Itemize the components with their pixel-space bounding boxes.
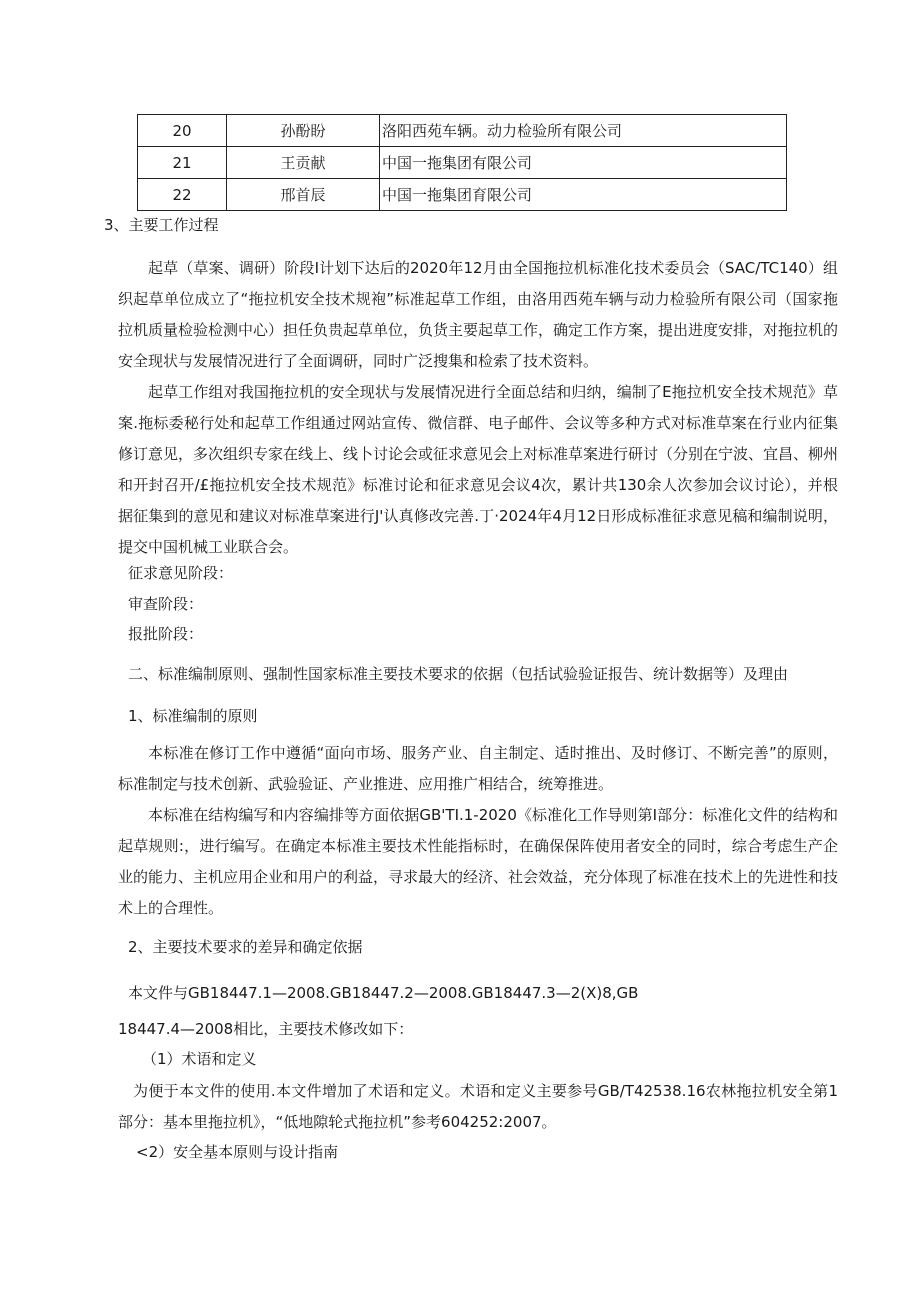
paragraph-text: 起草（草案、调研）阶段I计划下达后的2020年12月由全国拖拉机标准化技术委员会（SAC/TC140）组织起草单位成立了“拖拉机安全技术规袍”标准起草工作组，由洛用西苑车辆与动力检验所有限公司（国家拖拉机质量检验检测中心）担任负贵起草单位，负货主要起草工作，确定工作方案，提出进度安排，对拖拉机的安全现状与发展情况进行了全面调研，同时广泛搜集和检索了技术资料。 <box>118 259 839 370</box>
paragraph-text: 本标准在修订工作中遵循“面向市场、服务产业、自主制定、适时推出、及时修订、不断完善”的原则，标准制定与技术创新、武验验证、产业推进、应用推广相结合，统筹推进。 <box>118 744 838 793</box>
row-number: 21 <box>138 147 227 179</box>
comparison-line-1: 本文件与GB18447.1—2008.GB18447.2—2008.GB18447.3—2(X)8,GB <box>128 984 639 1002</box>
table-row <box>138 179 787 211</box>
person-name: 孙酚盼 <box>227 115 380 147</box>
row-number: 20 <box>138 115 227 147</box>
paragraph-text: 本标准在结构编写和内容编排等方面依据GB'TI.1-2020《标准化工作导则第I部分：标准化文件的结构和起草规则:，进行编写。在确定本标准主要技术性能指标时，在确保保阵使用者安全的同时，综合考虑生产企业的能力、主机应用企业和用户的利益，寻求最大的经济、社会效益，充分体现了标准在技术上的先进性和技术上的合理性。 <box>118 806 839 917</box>
person-name: 王贡献 <box>227 147 380 179</box>
drafting-units-table <box>137 114 787 211</box>
stage-consultation: 征求意见阶段： <box>128 564 234 582</box>
paragraph-drafting-stage <box>118 253 838 377</box>
paragraph-text: 起草工作组对我国拖拉机的安全现状与发展情况进行全面总结和归纳，编制了E拖拉机安全技术规范》草案.拖标委秘行处和起草工作组通过网站宣传、微信群、电子邮件、会议等多种方式对标准草案在行业内征集修订意见，多次组织专家在线上、线卜讨论会或征求意见会上对标准草案进行研讨（分别在宁波、宜昌、柳州和开封召开/£拖拉机安全技术规范》标准讨论和征求意见会议4次，累计共130余人次参加会议讨论），并根据征集到的意见和建议对标准草案进行J'认真修改完善.丁·2024年4月12日形成标准征求意见稿和编制说明，提交中国机械工业联合会。 <box>118 383 839 556</box>
part-two-heading: 二、标准编制原则、强制性国家标准主要技术要求的依据（包括试验验证报告、统计数据等）及理由 <box>128 665 789 683</box>
stage-review: 审查阶段： <box>128 595 204 613</box>
comparison-line-2: 18447.4—2008相比，主要技术修改如下： <box>118 1020 414 1038</box>
paragraph-principles <box>118 738 838 800</box>
paragraph-terms <box>118 1076 838 1138</box>
paragraph-draft-compilation <box>118 377 838 563</box>
paragraph-structure <box>118 800 838 924</box>
organization: 中国一拖集团有限公司 <box>380 147 787 179</box>
paragraph-text: 为便于本文件的使用.本文件增加了术语和定义。术语和定义主要参号GB/T42538.16农林拖拉机安全第1部分：基本里拖拉机》，“低地隙轮式拖拉机”参考604252:2007。 <box>118 1082 838 1131</box>
organization: 洛阳西苑车辆。动力检验所有限公司 <box>380 115 787 147</box>
subsection-heading-principles: 1、标准编制的原则 <box>128 707 258 725</box>
table-body <box>138 115 787 211</box>
table-row <box>138 115 787 147</box>
stage-approval: 报批阶段： <box>128 625 204 643</box>
person-name: 邢首辰 <box>227 179 380 211</box>
organization: 中国一拖集团育限公司 <box>380 179 787 211</box>
table-row <box>138 147 787 179</box>
item-heading-safety-principles: <2）安全基本原则与设计指南 <box>136 1143 339 1161</box>
item-heading-terms: （1）术语和定义 <box>142 1050 257 1068</box>
row-number: 22 <box>138 179 227 211</box>
subsection-heading-differences: 2、主要技术要求的差异和确定依据 <box>128 938 363 956</box>
section-heading-work-process: 3、主要工作过程 <box>104 216 219 234</box>
